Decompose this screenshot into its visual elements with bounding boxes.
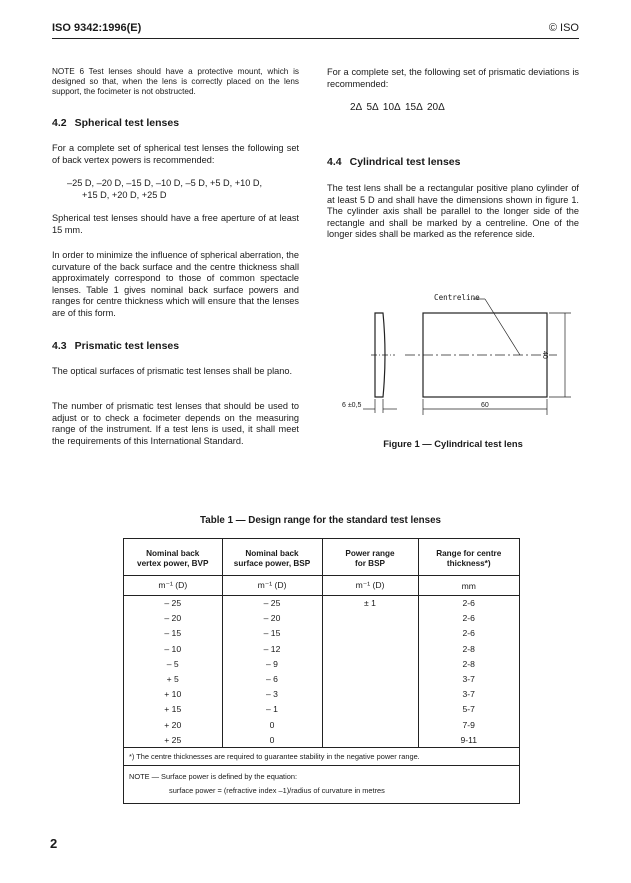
table-1 xyxy=(123,538,520,804)
copyright: © ISO xyxy=(548,22,579,34)
header-thickness: Range for centre thickness*) xyxy=(418,539,519,576)
para-aperture: Spherical test lenses should have a free aperture of at least 15 mm. xyxy=(52,213,299,235)
para-cylindrical: The test lens shall be a rectangular positive plano cylinder of at least 5 D and shall have the dimensions shown in figure 1. The cylinder axis shall be parallel to the longer side of the rectangle and shall be marked by a centreline. One of the longer sides shall be marked as the reference side. xyxy=(327,183,579,240)
header-power-range: Power range for BSP xyxy=(322,539,418,576)
table-row xyxy=(124,611,519,626)
table-cell: 3-7 xyxy=(418,687,519,702)
note-line-1: NOTE — Surface power is defined by the equation: xyxy=(129,771,298,781)
note-6: NOTE 6 Test lenses should have a protective mount, which is designed so that, when the lens is correctly placed on the lens support, the focimeter is not obstructed. xyxy=(52,67,299,96)
note-line-2: surface power = (refractive index –1)/radius of curvature in metres xyxy=(169,785,385,795)
table-cell: – 6 xyxy=(222,671,322,686)
table-cell: – 9 xyxy=(222,656,322,671)
units-row xyxy=(124,576,519,596)
table-cell xyxy=(322,656,418,671)
centreline-label: Centreline xyxy=(434,293,480,302)
table-cell: 2-6 xyxy=(418,596,519,611)
para-prismatic-number: The number of prismatic test lenses that should be used to adjust or to check a focimeter depends on the measuring range of the instrument. If a test lens is used, it shall meet the requirements of this International Standard. xyxy=(52,401,299,446)
section-number: 4.2 xyxy=(52,117,67,129)
table-row xyxy=(124,626,519,641)
table-cell: – 20 xyxy=(222,611,322,626)
table-row xyxy=(124,687,519,702)
table-cell: 2-8 xyxy=(418,641,519,656)
page-number: 2 xyxy=(50,836,58,851)
unit-cell: m⁻¹ (D) xyxy=(322,576,418,596)
table-cell: 0 xyxy=(222,717,322,732)
section-number: 4.3 xyxy=(52,340,67,352)
table-cell: 0 xyxy=(222,732,322,747)
table-cell xyxy=(322,626,418,641)
thickness-dim: 6 ±0,5 xyxy=(342,402,362,409)
table-cell: + 10 xyxy=(164,689,182,700)
table-cell: ± 1 xyxy=(322,596,418,611)
table-footnote: *) The centre thicknesses are required to guarantee stability in the negative power range. xyxy=(129,751,420,761)
table-1-grid xyxy=(124,539,519,803)
header-rule xyxy=(52,38,579,39)
unit-cell: m⁻¹ (D) xyxy=(222,576,322,596)
table-cell: – 15 xyxy=(164,628,182,639)
table-cell: – 5 xyxy=(166,658,179,669)
note-row xyxy=(124,765,519,803)
table-cell: – 1 xyxy=(222,702,322,717)
table-cell: 2-6 xyxy=(418,626,519,641)
height-dim: 40 xyxy=(541,351,548,359)
header-bvp: Nominal back vertex power, BVP xyxy=(137,548,209,568)
table-cell xyxy=(322,641,418,656)
table-cell: 2-6 xyxy=(418,611,519,626)
prism-values: 2Δ 5Δ 10Δ 15Δ 20Δ xyxy=(350,102,445,113)
table-row xyxy=(124,732,519,747)
table-cell: – 20 xyxy=(164,613,182,624)
table-cell: 2-8 xyxy=(418,656,519,671)
table-cell: 9-11 xyxy=(418,732,519,747)
table-cell: – 15 xyxy=(222,626,322,641)
para-spherical-set: For a complete set of spherical test lenses the following set of back vertex powers is recommended: xyxy=(52,143,299,165)
table-note xyxy=(124,765,519,803)
table-cell: 5-7 xyxy=(418,702,519,717)
para-plano: The optical surfaces of prismatic test lenses shall be plano. xyxy=(52,366,293,376)
unit-cell: m⁻¹ (D) xyxy=(158,580,188,590)
table-cell: + 5 xyxy=(166,674,179,685)
table-1-caption: Table 1 — Design range for the standard test lenses xyxy=(200,515,441,526)
unit-cell: mm xyxy=(418,576,519,596)
table-cell xyxy=(322,671,418,686)
table-row xyxy=(124,702,519,717)
heading-4-2 xyxy=(52,117,179,129)
heading-4-4 xyxy=(327,156,461,168)
table-cell: 7-9 xyxy=(418,717,519,732)
powers-line-1: –25 D, –20 D, –15 D, –10 D, –5 D, +5 D, +10 D, xyxy=(67,178,263,188)
footnote-row xyxy=(124,747,519,765)
table-cell: – 10 xyxy=(164,643,182,654)
section-title: Cylindrical test lenses xyxy=(349,156,461,168)
table-cell: + 15 xyxy=(164,704,182,715)
table-cell xyxy=(322,611,418,626)
table-cell xyxy=(322,717,418,732)
table-row xyxy=(124,717,519,732)
para-aberration: In order to minimize the influence of spherical aberration, the curvature of the back surface and the centre thickness shall approximately correspond to those of common spectacle lenses. Table 1 gives nominal back surface powers and ranges for centre thickness which will ensure that the lenses are of this form. xyxy=(52,250,299,318)
table-cell xyxy=(322,687,418,702)
para-prismatic-set: For a complete set, the following set of prismatic deviations is recommended: xyxy=(327,67,579,89)
table-row xyxy=(124,596,519,611)
table-cell: 3-7 xyxy=(418,671,519,686)
width-dim: 60 xyxy=(481,402,489,409)
table-cell: – 25 xyxy=(164,598,182,609)
table-row xyxy=(124,641,519,656)
heading-4-3 xyxy=(52,340,179,352)
section-title: Spherical test lenses xyxy=(74,117,180,129)
section-title: Prismatic test lenses xyxy=(74,340,180,352)
powers-line-2: +15 D, +20 D, +25 D xyxy=(82,190,167,200)
doc-id: ISO 9342:1996(E) xyxy=(52,22,142,34)
centreline-leader xyxy=(485,299,520,355)
table-cell xyxy=(322,732,418,747)
header-bsp: Nominal back surface power, BSP xyxy=(222,539,322,576)
figure-1-caption: Figure 1 — Cylindrical test lens xyxy=(383,438,523,449)
table-cell xyxy=(322,702,418,717)
table-header-row xyxy=(124,539,519,576)
table-cell: + 25 xyxy=(164,734,182,745)
table-cell: – 3 xyxy=(222,687,322,702)
table-cell: + 20 xyxy=(164,719,182,730)
section-number: 4.4 xyxy=(327,156,342,168)
table-cell: – 12 xyxy=(222,641,322,656)
table-body xyxy=(124,596,519,748)
table-row xyxy=(124,656,519,671)
table-row xyxy=(124,671,519,686)
table-cell: – 25 xyxy=(222,596,322,611)
